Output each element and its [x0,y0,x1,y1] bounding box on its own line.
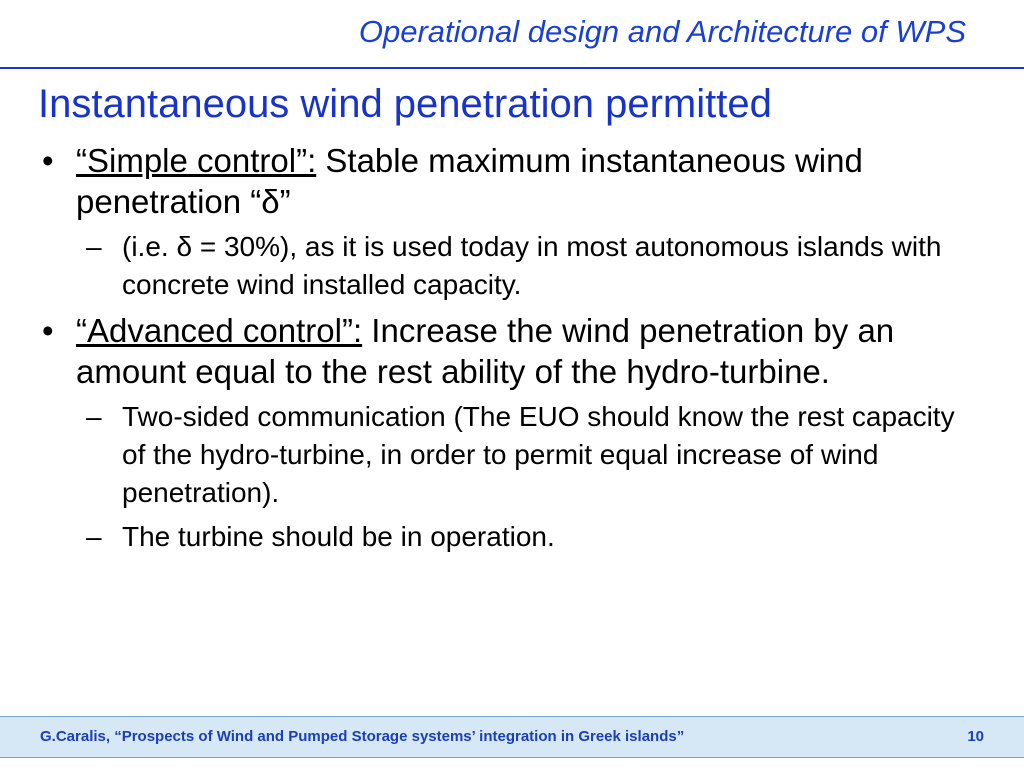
bullet-simple-control [40,140,980,304]
sub-item-text: Two-sided communication (The EUO should know the rest capacity of the hydro-turbine, in order to permit equal increase of wind penetration). [122,401,955,508]
bullet-lead: “Advanced control”: [76,312,363,349]
bullet-list [40,140,980,562]
sub-item [76,398,980,512]
bullet-lead: “Simple control”: [76,142,317,179]
sub-marker: – [86,231,102,262]
footer-citation: G.Caralis, “Prospects of Wind and Pumped Storage systems’ integration in Greek islands” [40,728,685,745]
bullet-marker: • [42,312,54,349]
page-number: 10 [967,728,984,745]
slide-title: Instantaneous wind penetration permitted [38,82,772,126]
header-title: Operational design and Architecture of WPS [358,14,966,49]
header-divider [0,67,1024,69]
bullet-advanced-control [40,310,980,556]
bullet-marker: • [42,142,54,179]
sub-item-text: (i.e. δ = 30%), as it is used today in most autonomous islands with concrete wind installed capacity. [122,231,942,300]
sub-item-text: The turbine should be in operation. [122,521,555,552]
sub-item [76,228,980,304]
bullet-text: Stable maximum instantaneous wind penetration “δ” [76,142,863,220]
sub-list [76,398,980,556]
footer-bar [0,716,1024,758]
sub-item [76,518,980,556]
bullet-text: Increase the wind penetration by an amount equal to the rest ability of the hydro-turbine. [76,312,895,390]
sub-marker: – [86,401,102,432]
sub-list [76,228,980,304]
sub-marker: – [86,521,102,552]
